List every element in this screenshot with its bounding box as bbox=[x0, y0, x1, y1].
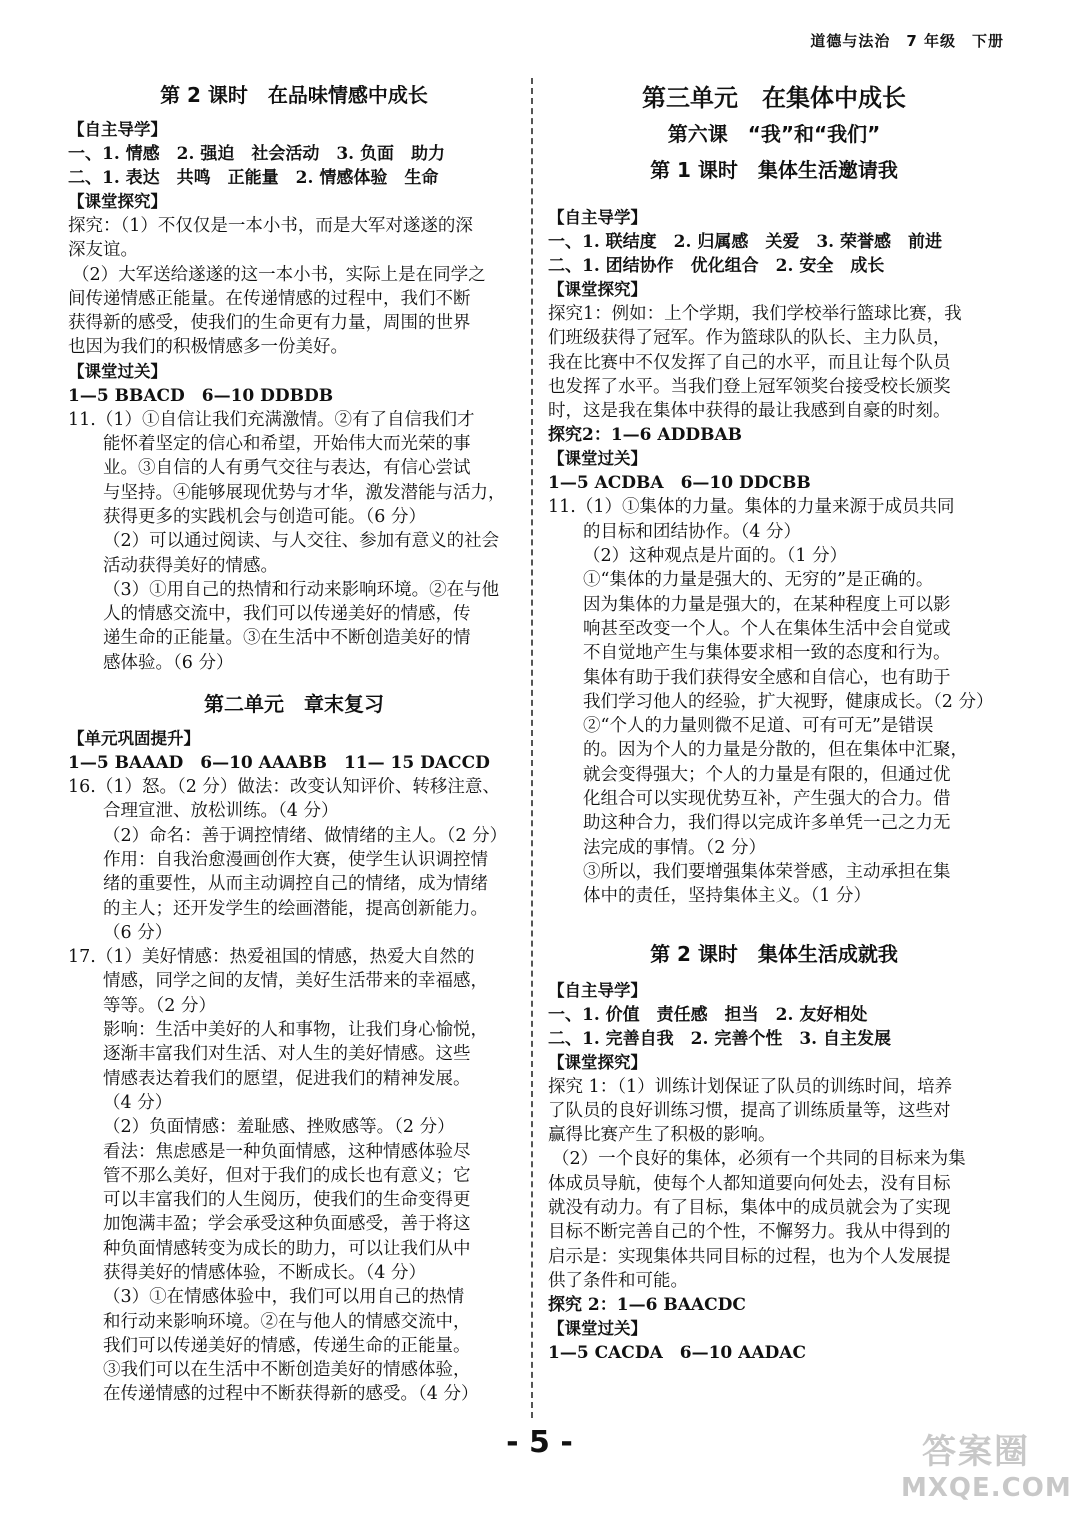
text-line: 就会变得强大；个人的力量是有限的，但通过优 bbox=[583, 764, 951, 785]
text-line: 情感表达着我们的愿望，促进我们的精神发展。 bbox=[103, 1068, 471, 1089]
text-line: 目标不断完善自己的个性，不懈努力。我从中得到的 bbox=[548, 1222, 951, 1243]
text-line: 因为集体的力量是强大的，在某种程度上可以影 bbox=[583, 594, 951, 615]
text-line: 看法：焦虑感是一种负面情感，这种情感体验尽 bbox=[103, 1141, 471, 1162]
text-line: （2）可以通过阅读、与人交往、参加有意义的社会 bbox=[103, 531, 500, 552]
answer-line: 一、1. 情感 2. 强迫 社会活动 3. 负面 助力 bbox=[68, 144, 445, 164]
text-line: 绪的重要性，从而主动调控自己的情绪，成为情绪 bbox=[103, 874, 488, 895]
section-header: 【课堂过关】 bbox=[548, 449, 647, 469]
text-line: 助这种合力，我们得以完成许多单凭一己之力无 bbox=[583, 813, 951, 834]
right-column bbox=[548, 80, 1000, 1365]
text-line: 的目标和团结协作。（4 分） bbox=[583, 521, 801, 542]
text-line: 法完成的事情。（2 分） bbox=[583, 837, 766, 858]
lesson-title: 第 2 课时 集体生活成就我 bbox=[650, 941, 898, 966]
answer-key: 1—5 BAAAD 6—10 AAABB 11— 15 DACCD bbox=[68, 753, 490, 774]
text-line: 供了条件和可能。 bbox=[548, 1270, 688, 1291]
text-line: 可以丰富我们的人生阅历，使我们的生命变得更 bbox=[103, 1190, 471, 1211]
lesson-heading: 第六课 “我”和“我们” bbox=[667, 122, 881, 146]
text-line: 16.（1）怒。（2 分）做法：改变认知评价、转移注意、 bbox=[68, 777, 500, 798]
text-line: 也发挥了水平。当我们登上冠军领奖台接受校长颁奖 bbox=[548, 376, 951, 397]
text-line: 我们可以传递美好的情感，传递生命的正能量。 bbox=[103, 1335, 471, 1356]
text-line: 启示是：实现集体共同目标的过程，也为个人发展提 bbox=[548, 1246, 951, 1267]
text-line: 也因为我们的积极情感多一份美好。 bbox=[68, 337, 348, 358]
text-line: 感体验。（6 分） bbox=[103, 652, 234, 673]
text-line: 加饱满丰盈；学会承受这种负面感受，善于将这 bbox=[103, 1214, 471, 1235]
text-line: 探究1：例如：上个学期，我们学校举行篮球比赛，我 bbox=[548, 304, 962, 324]
unit-review-title: 第二单元 章末复习 bbox=[204, 692, 384, 717]
watermark-text: 答案圈 bbox=[922, 1432, 1030, 1472]
text-line: 深友谊。 bbox=[68, 240, 138, 261]
text-line: 种负面情感转变为成长的助力，可以让我们从中 bbox=[103, 1238, 471, 1259]
text-line: 能怀着坚定的信心和希望，开始伟大而光荣的事 bbox=[103, 434, 471, 455]
answer-line: 二、1. 表达 共鸣 正能量 2. 情感体验 生命 bbox=[68, 168, 439, 188]
lesson-title: 第 1 课时 集体生活邀请我 bbox=[650, 158, 898, 182]
text-line: ③我们可以在生活中不断创造美好的情感体验， bbox=[103, 1360, 471, 1381]
text-line: 探究：（1）不仅仅是一本小书，而是大军对遂遂的深 bbox=[68, 216, 473, 236]
page-number: - 5 - bbox=[506, 1425, 573, 1460]
text-line: ①“集体的力量是强大的、无穷的”是正确的。 bbox=[583, 570, 934, 591]
answer-key: 1—5 CACDA 6—10 AADAC bbox=[548, 1343, 807, 1364]
section-header: 【课堂探究】 bbox=[68, 192, 167, 211]
answer-line: 二、1. 团结协作 优化组合 2. 安全 成长 bbox=[548, 256, 885, 276]
answer-key: 探究 2：1—6 BAACDC bbox=[548, 1295, 746, 1316]
text-line: （2）大军送给遂遂的这一本小书，实际上是在同学之 bbox=[72, 264, 486, 285]
answer-key: 1—5 ACDBA 6—10 DDCBB bbox=[548, 473, 811, 494]
text-line: 业。③自信的人有勇气交往与表达，有信心尝试 bbox=[103, 458, 471, 479]
text-line: （4 分） bbox=[103, 1092, 173, 1113]
text-line: 作用：自我治愈漫画创作大赛，使学生认识调控情 bbox=[103, 849, 488, 870]
text-line: 11.（1）①集体的力量。集体的力量来源于成员共同 bbox=[548, 497, 955, 518]
text-line: 们班级获得了冠军。作为篮球队的队长、主力队员， bbox=[548, 328, 951, 349]
text-line: （3）①用自己的热情和行动来影响环境。②在与他 bbox=[103, 579, 500, 600]
text-line: 响甚至改变一个人。个人在集体生活中会自觉或 bbox=[583, 618, 951, 639]
answer-line: 一、1. 联结度 2. 归属感 关爱 3. 荣誉感 前进 bbox=[548, 232, 942, 252]
unit-title: 第三单元 在集体中成长 bbox=[642, 84, 906, 112]
text-line: （2）一个良好的集体，必须有一个共同的目标来为集 bbox=[552, 1149, 966, 1170]
text-line: 我们学习他人的经验，扩大视野，健康成长。（2 分） bbox=[583, 691, 994, 712]
text-line: （2）负面情感：羞耻感、挫败感等。（2 分） bbox=[103, 1117, 455, 1138]
column-divider bbox=[531, 78, 533, 1418]
text-line: 等等。（2 分） bbox=[103, 995, 216, 1016]
text-line: 赢得比赛产生了积极的影响。 bbox=[548, 1125, 776, 1146]
text-line: 时，这是我在集体中获得的最让我感到自豪的时刻。 bbox=[548, 401, 951, 422]
text-line: 17.（1）美好情感：热爱祖国的情感，热爱大自然的 bbox=[68, 947, 475, 968]
text-line: 的主人；还开发学生的绘画潜能，提高创新能力。 bbox=[103, 898, 488, 919]
section-header: 【自主导学】 bbox=[548, 208, 647, 227]
lesson-title: 第 2 课时 在品味情感中成长 bbox=[160, 83, 428, 107]
text-line: 的。因为个人的力量是分散的，但在集体中汇聚， bbox=[583, 740, 968, 761]
section-header: 【自主导学】 bbox=[68, 120, 167, 139]
text-line: 合理宣泄、放松训练。（4 分） bbox=[103, 801, 339, 822]
text-line: 情感，同学之间的友情，美好生活带来的幸福感， bbox=[103, 971, 488, 992]
section-header: 【课堂探究】 bbox=[548, 280, 647, 299]
answer-line: 一、1. 价值 责任感 担当 2. 友好相处 bbox=[548, 1004, 868, 1025]
text-line: 活动获得美好的情感。 bbox=[103, 555, 278, 576]
text-line: 逐渐丰富我们对生活、对人生的美好情感。这些 bbox=[103, 1044, 471, 1065]
text-line: 我在比赛中不仅发挥了自己的水平，而且让每个队员 bbox=[548, 352, 951, 373]
watermark-url: MXQE.COM bbox=[901, 1473, 1072, 1503]
text-line: （3）①在情感体验中，我们可以用自己的热情 bbox=[103, 1287, 465, 1308]
text-line: 人的情感交流中，我们可以传递美好的情感，传 bbox=[103, 604, 471, 625]
text-line: 就没有动力。有了目标，集体中的成员就会为了实现 bbox=[548, 1198, 951, 1219]
text-line: 11.（1）①自信让我们充满激情。②有了自信我们才 bbox=[68, 409, 475, 430]
text-line: 体中的责任，坚持集体主义。（1 分） bbox=[583, 886, 871, 907]
text-line: （2）这种观点是片面的。（1 分） bbox=[583, 546, 848, 567]
text-line: 管不那么美好，但对于我们的成长也有意义；它 bbox=[103, 1165, 471, 1186]
text-line: 与坚持。④能够展现优势与才华，激发潜能与活力， bbox=[103, 482, 506, 503]
text-line: 在传递情感的过程中不断获得新的感受。（4 分） bbox=[103, 1384, 479, 1405]
text-line: （2）命名：善于调控情绪、做情绪的主人。（2 分） bbox=[103, 825, 508, 846]
text-line: 和行动来影响环境。②在与他人的情感交流中， bbox=[103, 1311, 471, 1332]
left-column bbox=[68, 80, 520, 1407]
text-line: （6 分） bbox=[103, 922, 173, 943]
answer-key: 1—5 BBACD 6—10 DDBDB bbox=[68, 385, 334, 406]
text-line: 间传递情感正能量。在传递情感的过程中，我们不断 bbox=[68, 288, 471, 309]
section-header: 【课堂过关】 bbox=[68, 361, 167, 381]
section-header: 【课堂探究】 bbox=[548, 1052, 647, 1072]
text-line: 获得新的感受，使我们的生命更有力量，周围的世界 bbox=[68, 313, 471, 334]
text-line: ②“个人的力量则微不足道、可有可无”是错误 bbox=[583, 716, 934, 737]
book-header: 道德与法治 7 年级 下册 bbox=[810, 32, 1004, 50]
text-line: 了队员的良好训练习惯，提高了训练质量等，这些对 bbox=[548, 1100, 951, 1121]
section-header: 【单元巩固提升】 bbox=[68, 729, 200, 749]
section-header: 【课堂过关】 bbox=[548, 1319, 647, 1339]
text-line: 集体有助于我们获得安全感和自信心，也有助于 bbox=[583, 667, 951, 688]
answer-line: 二、1. 完善自我 2. 完善个性 3. 自主发展 bbox=[548, 1028, 891, 1049]
text-line: 体成员导航，使每个人都知道要向何处去，没有目标 bbox=[548, 1173, 951, 1194]
text-line: 探究 1：（1）训练计划保证了队员的训练时间，培养 bbox=[548, 1076, 953, 1097]
answer-key: 探究2：1—6 ADDBAB bbox=[548, 425, 743, 446]
text-line: ③所以，我们要增强集体荣誉感，主动承担在集 bbox=[583, 861, 951, 882]
text-line: 获得更多的实践机会与创造可能。（6 分） bbox=[103, 506, 426, 527]
text-line: 影响：生活中美好的人和事物，让我们身心愉悦， bbox=[103, 1020, 488, 1041]
section-header: 【自主导学】 bbox=[548, 980, 647, 1000]
text-line: 化组合可以实现优势互补，产生强大的合力。借 bbox=[583, 789, 951, 810]
text-line: 获得美好的情感体验，不断成长。（4 分） bbox=[103, 1262, 426, 1283]
watermark-logo bbox=[901, 1431, 1072, 1516]
text-line: 递生命的正能量。③在生活中不断创造美好的情 bbox=[103, 628, 471, 649]
text-line: 不自觉地产生与集体要求相一致的态度和行为。 bbox=[583, 643, 951, 664]
